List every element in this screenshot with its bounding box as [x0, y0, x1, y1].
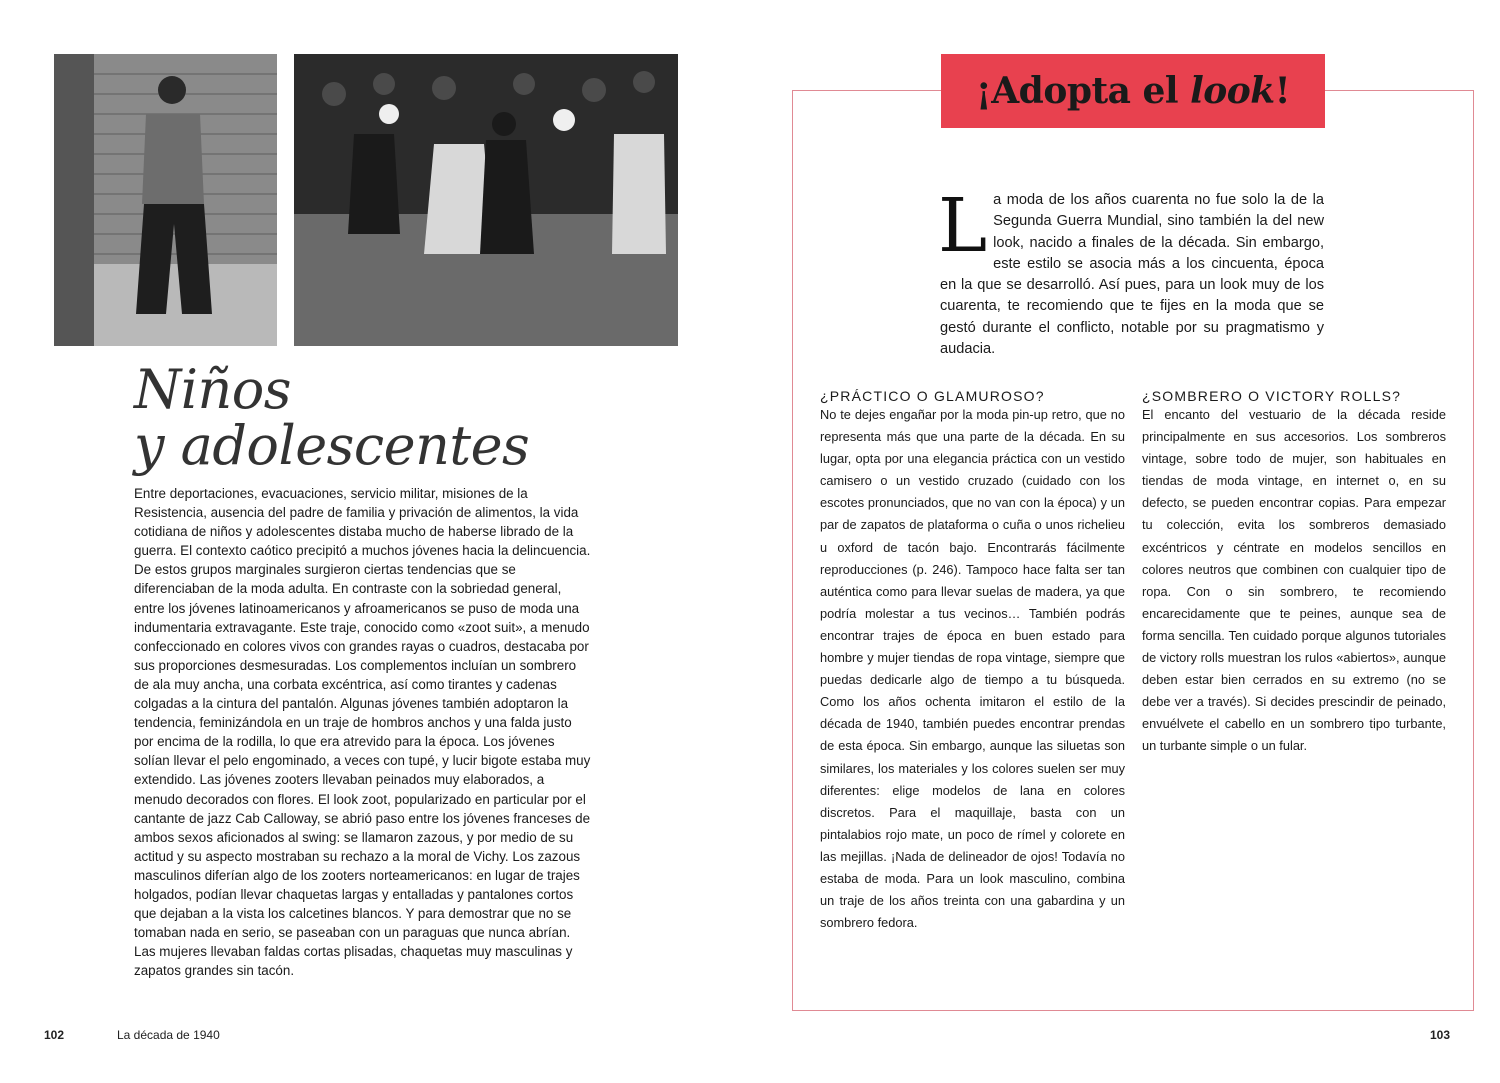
drop-cap: L [938, 183, 988, 269]
column-practico [820, 388, 1125, 934]
column-practico-body [820, 404, 1125, 934]
banner-title [976, 70, 1290, 112]
left-body-text [134, 484, 594, 980]
photo-zoot-suit-man [54, 54, 277, 346]
column-sombrero-title: ¿SOMBRERO O VICTORY ROLLS? [1142, 388, 1402, 404]
column-sombrero-body [1142, 404, 1446, 758]
photo-dancers [294, 54, 678, 346]
intro-paragraph: a moda de los años cuarenta no fue solo la de la Segunda Guerra Mundial, sino también la del new look, nacido a finales de la década. Sin embargo, este estilo se asocia más a los cincuenta, época en la que se desarrolló. Así pues, para un look muy de los cuarenta, te recomiendo que te fijes en la moda que se gestó durante el conflicto, notable por su pragmatismo y audacia. [940, 192, 1324, 358]
column-sombrero-paragraph: El encanto del vestuario de la década reside principalmente en sus accesorios. Los sombreros vintage, sobre todo de mujer, son habituales en tiendas de moda vintage, en internet o, en su defecto, se pueden encontrar copias. Para empezar tu colección, evita los sombreros demasiado excéntricos y céntrate en modelos sencillos en colores neutros que combinen con cualquier tipo de ropa. Con o sin sombrero, te recomiendo encarecidamente que te peines, aunque sea de forma sencilla. Ten cuidado porque algunos tutoriales de victory rolls muestran los rulos «abiertos», aunque deben estar bien cerrados en su extremo (no se debe ver a través). Si decides prescindir de peinado, envuélvete el cabello en un sombrero tipo turbante, un turbante simple o un fular. [1142, 407, 1446, 754]
column-practico-title: ¿PRÁCTICO O GLAMUROSO? [820, 388, 1045, 404]
page-number-left: 102 [44, 1028, 65, 1042]
section-title-line1: Niños [134, 358, 292, 421]
section-title-line2: y adolescentes [134, 414, 530, 477]
banner [941, 54, 1325, 128]
left-body-paragraph: Entre deportaciones, evacuaciones, servicio militar, misiones de la Resistencia, ausencia del padre de familia y privación de alimentos, la vida cotidiana de niños y adolescentes distaba mucho de haberse librado de la guerra. El contexto caótico precipitó a muchos jóvenes hacia la delincuencia. De estos grupos marginales surgieron ciertas tendencias que se diferenciaban de la moda adulta. En contraste con la sobriedad general, entre los jóvenes latinoamericanos y afroamericanos se puso de moda una indumentaria extravagante. Este traje, conocido como «zoot suit», a menudo confeccionado en colores vivos con grandes rayas o cuadros, destacaba por sus proporciones desmesuradas. Los complementos incluían un sombrero de ala muy ancha, una corbata excéntrica, así como tirantes y cadenas colgadas a la cintura del pantalón. Algunas jóvenes también adoptaron la tendencia, feminizándola en un traje de hombros anchos y una falda justo por encima de la rodilla, lo que era atrevido para la época. Los jóvenes solían llevar el pelo engominado, a veces con tupé, y lucir bigote estaba muy extendido. Las jóvenes zooters llevaban peinados muy elaborados, a menudo decorados con flores. El look zoot, popularizado en particular por el cantante de jazz Cab Calloway, se abrió paso entre los jóvenes franceses de ambos sexos aficionados al swing: se llamaron zazous, y por medio de su actitud y su aspecto mostraban su rechazo a la moral de Vichy. Los zazous masculinos diferían algo de los zooters norteamericanos: en lugar de trajes holgados, podían llevar chaquetas largas y entalladas y pantalones cortos que dejaban a la vista los calcetines blancos. Y para demostrar que no se tomaban nada en serio, se paseaban con un paraguas que nunca abrían. Las mujeres llevaban faldas cortas plisadas, chaquetas muy masculinas y zapatos grandes sin tacón. [134, 486, 591, 979]
banner-title-italic: look [1190, 70, 1275, 112]
section-title [134, 358, 694, 477]
intro-text [938, 183, 1324, 360]
column-sombrero [1142, 388, 1446, 758]
running-title: La década de 1940 [117, 1028, 220, 1042]
page-number-right: 103 [1430, 1028, 1451, 1042]
banner-title-suffix: ! [1274, 70, 1291, 112]
column-practico-paragraph: No te dejes engañar por la moda pin-up retro, que no representa más que una parte de la década. En su lugar, opta por una elegancia práctica con un vestido camisero o un vestido cruzado (cuidado con los escotes pronunciados, que no van con la época) y un par de zapatos de plataforma o cuña o unos richelieu u oxford de tacón bajo. Encontrarás fácilmente reproducciones (p. 246). Tampoco hace falta ser tan auténtica como para llevar suelas de madera, ya que podría molestar a tus vecinos… También podrás encontrar trajes de época en buen estado para hombre y mujer tiendas de ropa vintage, siempre que puedas dedicarle algo de tiempo a tu búsqueda. Como los años ochenta imitaron el estilo de la década de 1940, también puedes encontrar prendas de esta época. Sin embargo, aunque las siluetas son similares, los materiales y los colores suelen ser muy diferentes: elige modelos de lana en colores discretos. Para el maquillaje, basta con un pintalabios rojo mate, un poco de rímel y colorete en las mejillas. ¡Nada de delineador de ojos! Todavía no estaba de moda. Para un look masculino, combina un traje de los años treinta con una gabardina y un sombrero fedora. [820, 407, 1125, 931]
banner-title-prefix: ¡Adopta el [975, 70, 1191, 112]
